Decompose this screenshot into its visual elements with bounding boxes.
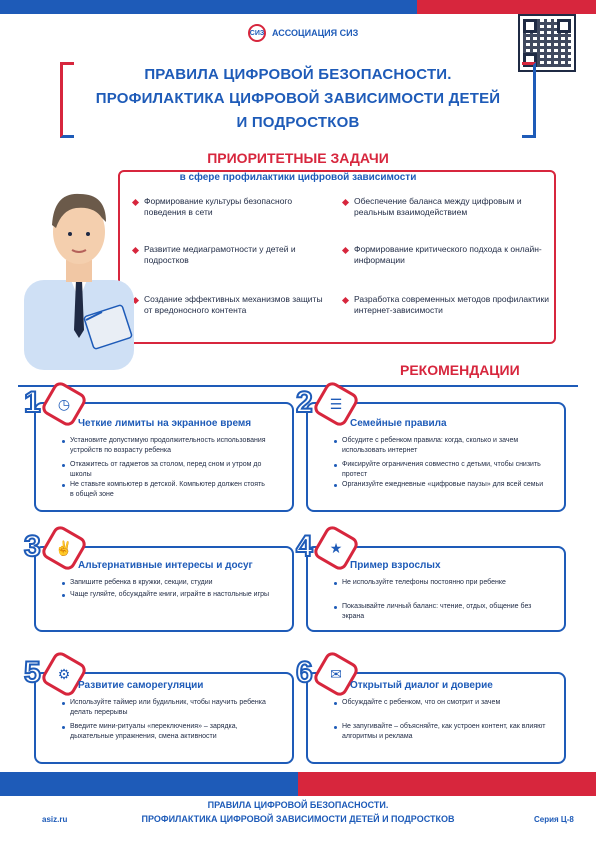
- card-title: Семейные правила: [350, 418, 447, 429]
- logo-text: АССОЦИАЦИЯ СИЗ: [272, 28, 359, 38]
- card-title: Открытый диалог и доверие: [350, 680, 493, 691]
- priority-item: Развитие медиаграмотности у детей и подростков: [144, 244, 296, 265]
- card-item: Не запугивайте – объясняйте, как устроен контент, как влияют алгоритмы и реклама: [342, 723, 546, 740]
- main-title: [60, 62, 536, 138]
- title-line-2: ПРОФИЛАКТИКА ЦИФРОВОЙ ЗАВИСИМОСТИ ДЕТЕЙ: [95, 90, 501, 107]
- priority-title: ПРИОРИТЕТНЫЕ ЗАДАЧИ: [207, 150, 389, 166]
- footer-title-line-2: ПРОФИЛАКТИКА ЦИФРОВОЙ ЗАВИСИМОСТИ ДЕТЕЙ И ПОДРОСТКОВ: [141, 814, 455, 824]
- card-title: Пример взрослых: [350, 560, 441, 571]
- card-number: 1: [24, 386, 41, 419]
- logo: [248, 24, 358, 42]
- priority-item: Обеспечение баланса между цифровым и реальным взаимодействием: [354, 196, 522, 217]
- card-item: Чаще гуляйте, обсуждайте книги, играйте в настольные игры: [70, 591, 270, 598]
- card-item: Обсудите с ребенком правила: когда, сколько и зачем использовать интернет: [342, 437, 519, 454]
- checklist-icon: ☰: [329, 395, 343, 412]
- priority-item: Разработка современных методов профилактики интернет-зависимости: [354, 294, 549, 315]
- priority-item: Формирование критического подхода к онлайн-информации: [354, 244, 542, 265]
- card-item: Обсуждайте с ребенком, что он смотрит и зачем: [342, 699, 501, 706]
- bullet-icon: [334, 484, 337, 487]
- logo-mark: СИЗ: [248, 24, 266, 42]
- card-number: 2: [296, 386, 313, 419]
- priority-subtitle: в сфере профилактики цифровой зависимости: [179, 172, 417, 183]
- card-number: 6: [296, 656, 313, 689]
- card-number: 4: [296, 530, 313, 563]
- card-item: Организуйте ежедневные «цифровые паузы» для всей семьи: [342, 481, 544, 488]
- title-line-1: ПРАВИЛА ЦИФРОВОЙ БЕЗОПАСНОСТИ.: [144, 66, 452, 83]
- header-color-band: [0, 0, 596, 14]
- dialogue-icon: ✉: [330, 665, 342, 682]
- clock-icon: ◷: [57, 395, 71, 412]
- card-item: Введите мини-ритуалы «переключения» – зарядка, дыхательные упражнения, смена активности: [70, 723, 238, 740]
- bullet-icon: [334, 702, 337, 705]
- priority-item: Создание эффективных механизмов защиты от вредоносного контента: [144, 294, 323, 315]
- qr-corner-marker: [557, 19, 571, 33]
- bullet-icon: [62, 484, 65, 487]
- card-item: Запишите ребенка в кружки, секции, студии: [70, 579, 213, 586]
- gear-icon: ⚙: [57, 665, 71, 682]
- recommendations-title: РЕКОМЕНДАЦИИ: [400, 362, 520, 378]
- card-title: Развитие саморегуляции: [78, 680, 204, 691]
- footer-site-link[interactable]: asiz.ru: [42, 815, 68, 824]
- card-number: 5: [24, 656, 41, 689]
- man-with-clipboard-illustration: [14, 170, 144, 370]
- bullet-icon: [334, 440, 337, 443]
- handshake-icon: ✌: [55, 539, 73, 556]
- qr-corner-marker: [523, 19, 537, 33]
- bullet-icon: [334, 606, 337, 609]
- bullet-icon: [334, 726, 337, 729]
- bullet-icon: [62, 582, 65, 585]
- card-item: Показывайте личный баланс: чтение, отдых, общение без экрана: [342, 603, 532, 620]
- bullet-icon: [334, 582, 337, 585]
- bullet-icon: [62, 464, 65, 467]
- title-line-3: И ПОДРОСТКОВ: [236, 114, 360, 131]
- footer-series: Серия Ц-8: [534, 815, 574, 824]
- card-item: Не ставьте компьютер в детской. Компьютер должен стоять в общей зоне: [70, 481, 265, 498]
- card-item: Используйте таймер или будильник, чтобы научить ребенка делать перерывы: [70, 699, 266, 716]
- bullet-icon: [62, 594, 65, 597]
- bullet-icon: [62, 702, 65, 705]
- card-item: Фиксируйте ограничения совместно с детьми, чтобы снизить протест: [342, 461, 541, 478]
- footer-color-band: [0, 772, 596, 796]
- bullet-icon: [334, 464, 337, 467]
- card-item: Откажитесь от гаджетов за столом, перед сном и утром до школы: [70, 461, 262, 478]
- footer-title-line-1: ПРАВИЛА ЦИФРОВОЙ БЕЗОПАСНОСТИ.: [207, 800, 389, 810]
- bullet-icon: [62, 726, 65, 729]
- card-item: Установите допустимую продолжительность использования устройств по возрасту ребенка: [70, 437, 266, 454]
- card-title: Четкие лимиты на экранное время: [78, 418, 252, 429]
- card-title: Альтернативные интересы и досуг: [78, 560, 253, 571]
- card-item: Не используйте телефоны постоянно при ребенке: [342, 579, 506, 586]
- family-icon: ★: [329, 539, 343, 556]
- card-number: 3: [24, 530, 41, 563]
- priority-item: Формирование культуры безопасного поведения в сети: [144, 196, 293, 217]
- bullet-icon: [62, 440, 65, 443]
